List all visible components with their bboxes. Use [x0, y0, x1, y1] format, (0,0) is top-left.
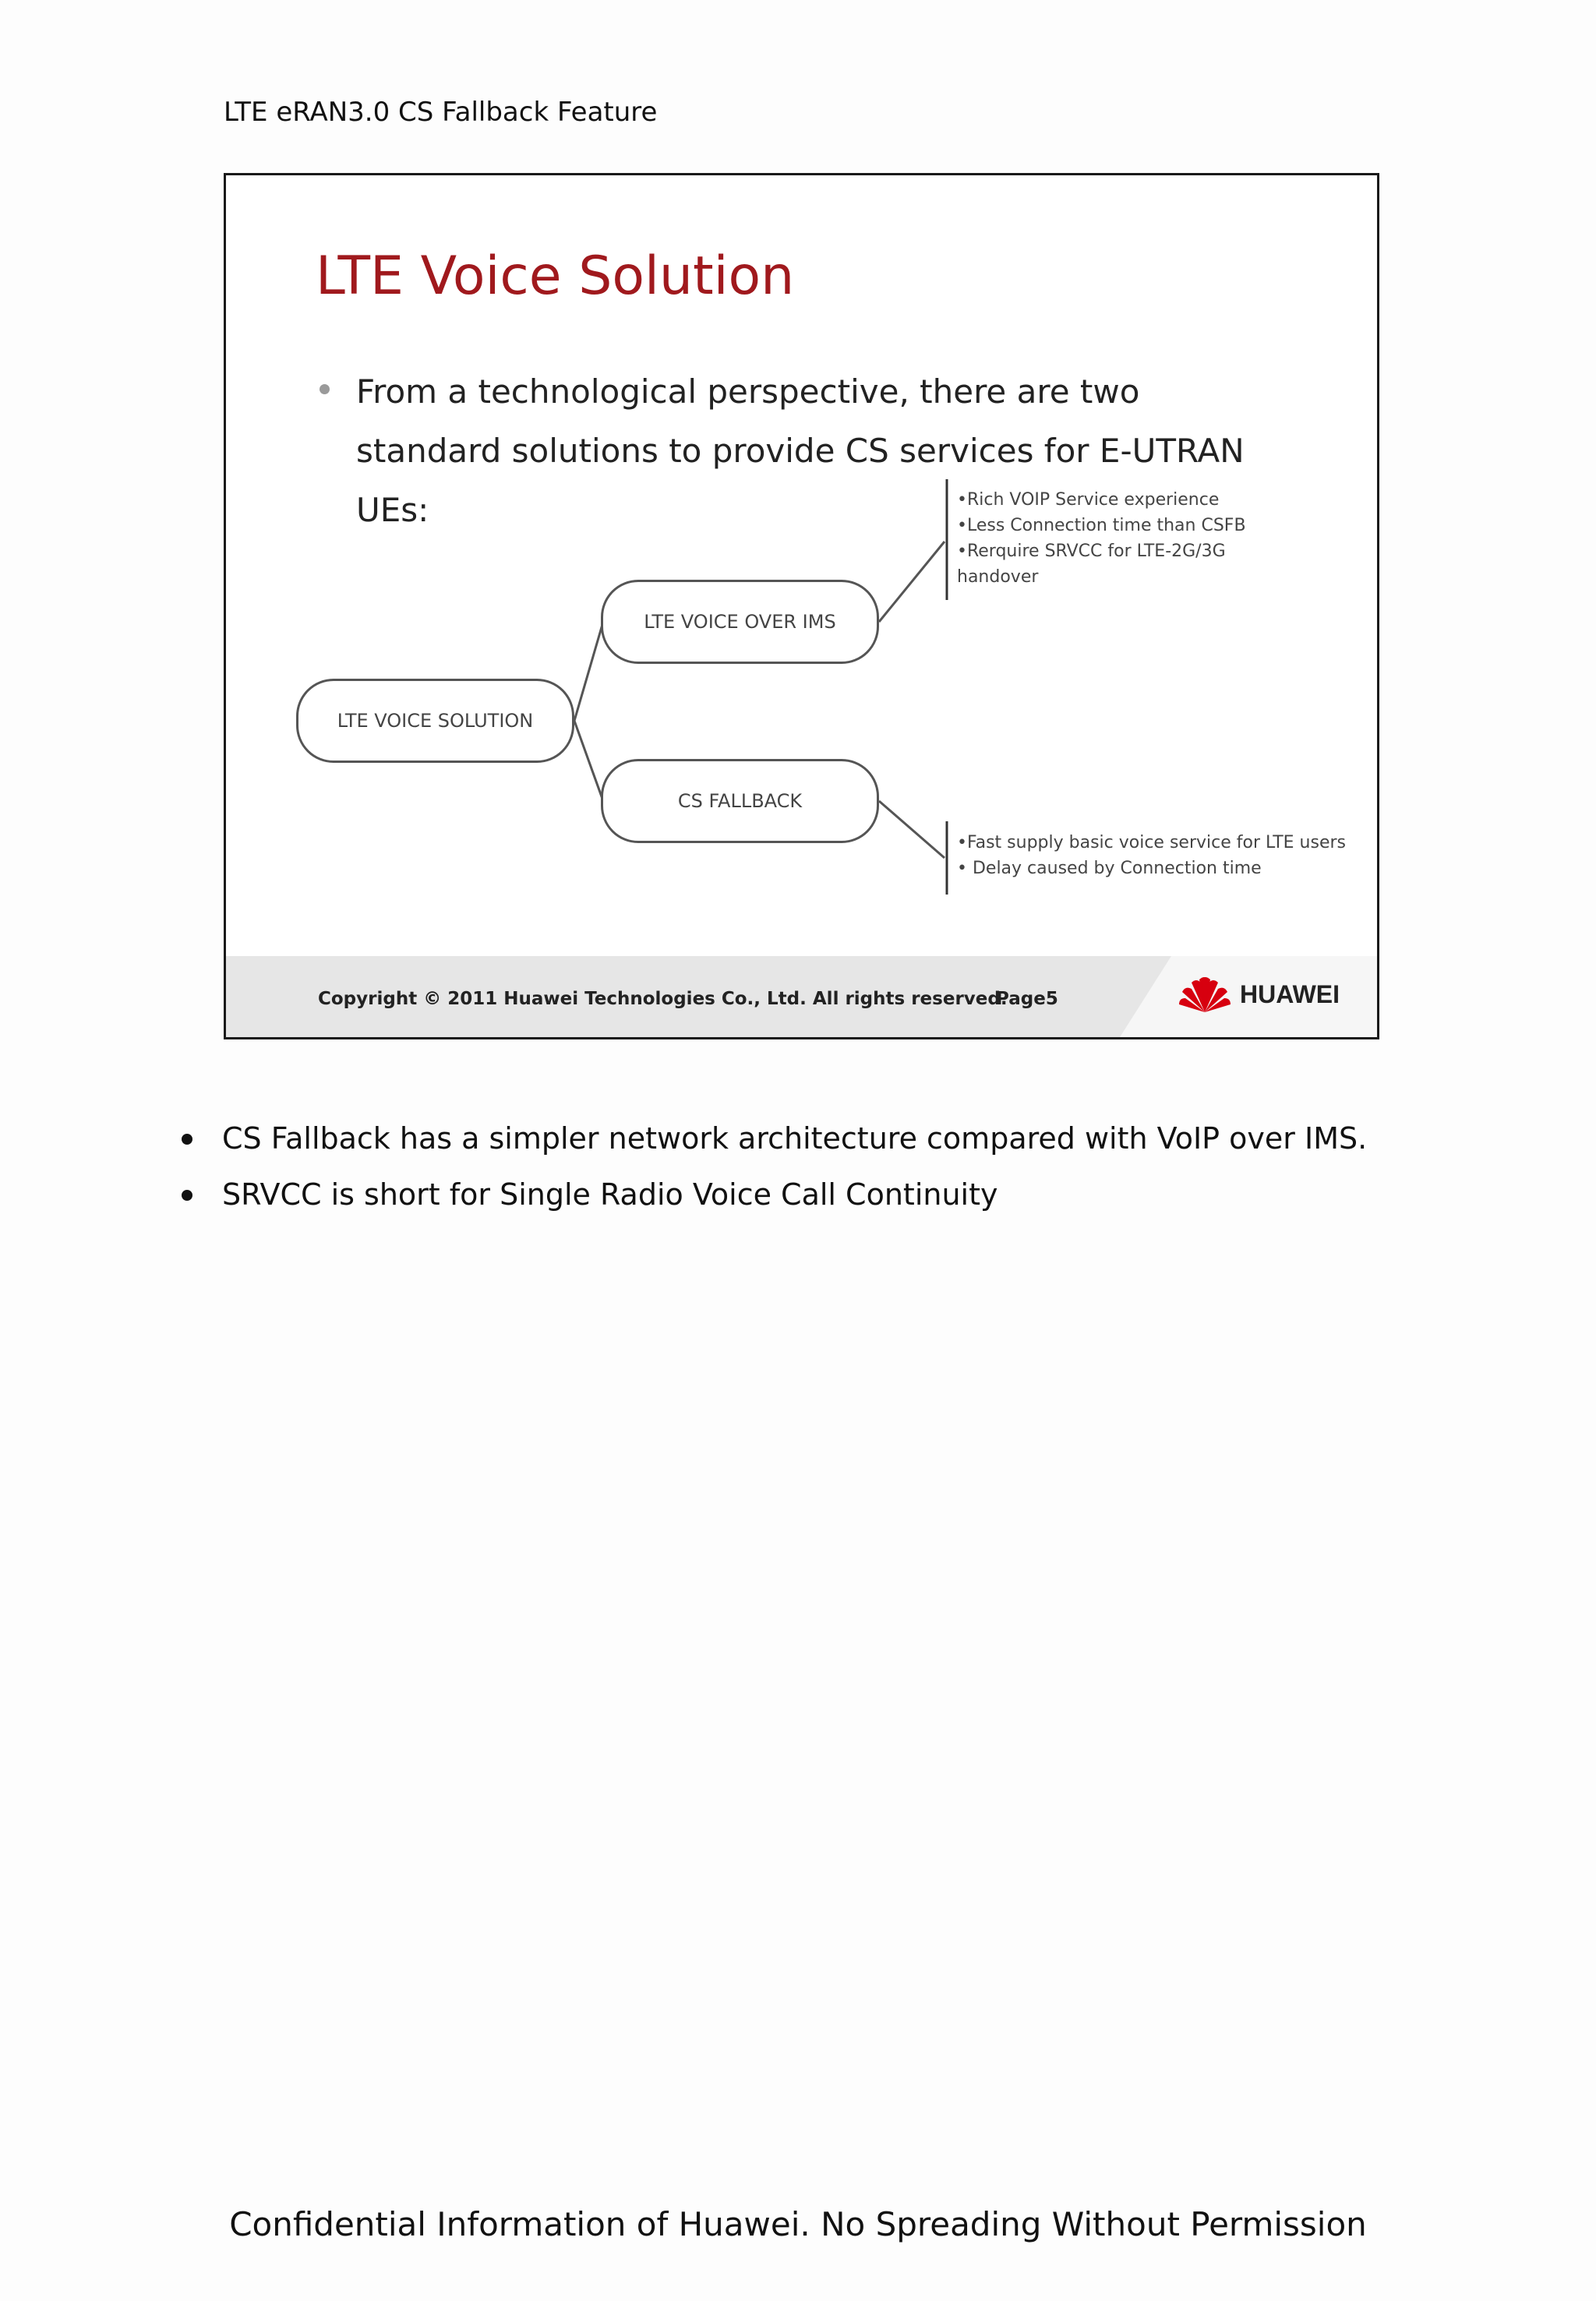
ims-note-2: •Less Connection time than CSFB [957, 516, 1246, 535]
bullet-dot [182, 1134, 192, 1145]
document-header: LTE eRAN3.0 CS Fallback Feature [224, 97, 658, 128]
node-cs-fallback: CS FALLBACK [601, 759, 879, 843]
ims-notes [957, 487, 1246, 590]
slide-copyright: Copyright © 2011 Huawei Technologies Co., Ltd. All rights reserved. [318, 989, 1008, 1009]
ims-note-1: •Rich VOIP Service experience [957, 490, 1220, 510]
csfb-note-2: • Delay caused by Connection time [957, 859, 1262, 878]
bullet-dot [182, 1190, 192, 1201]
csfb-note-1: •Fast supply basic voice service for LTE users [957, 833, 1347, 852]
slide [224, 173, 1379, 1039]
slide-footer [226, 956, 1377, 1037]
connector-root-csfb [574, 721, 603, 801]
slide-page-number: Page5 [996, 989, 1058, 1009]
slide-title: LTE Voice Solution [316, 245, 795, 307]
note-text: CS Fallback has a simpler network architecture compared with VoIP over IMS. [222, 1121, 1368, 1156]
node-lte-voice-over-ims: LTE VOICE OVER IMS [601, 580, 879, 664]
connector-root-ims [574, 622, 603, 721]
connector-ims-notes [879, 542, 945, 622]
ims-note-4: handover [957, 567, 1039, 587]
huawei-logo-text: HUAWEI [1240, 979, 1340, 1008]
csfb-notes [957, 830, 1346, 881]
note-item [182, 1110, 1367, 1166]
connector-csfb-notes [879, 801, 945, 858]
confidential-footer: Confidential Information of Huawei. No Spreading Without Permission [229, 2205, 1367, 2243]
note-text: SRVCC is short for Single Radio Voice Call Continuity [222, 1177, 998, 1212]
slide-bullet-text: From a technological perspective, there are two standard solutions to provide CS services for E-UTRAN UEs: [356, 372, 1245, 529]
huawei-logo [1178, 975, 1340, 1014]
note-item [182, 1166, 1367, 1223]
page-notes [182, 1110, 1367, 1223]
node-lte-voice-solution: LTE VOICE SOLUTION [296, 679, 574, 763]
huawei-flower-icon [1178, 975, 1232, 1014]
ims-note-3: •Rerquire SRVCC for LTE-2G/3G [957, 542, 1226, 561]
